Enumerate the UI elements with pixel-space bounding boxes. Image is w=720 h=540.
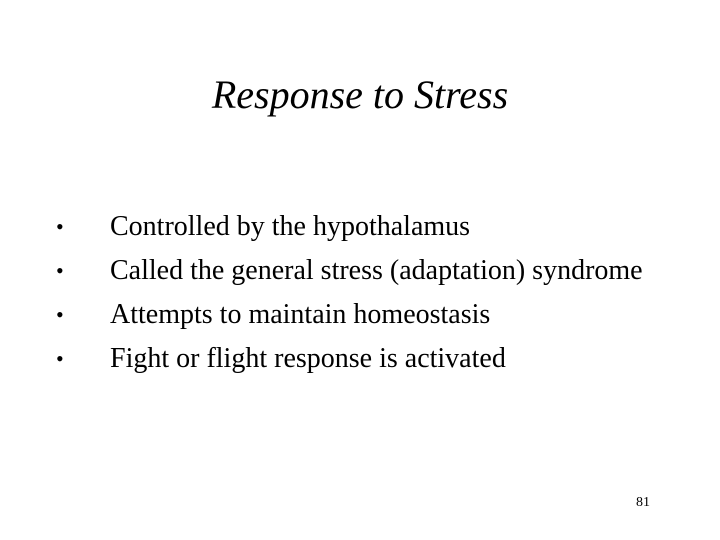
bullet-item-syndrome [56,252,676,290]
bullet-icon: • [56,302,64,327]
page-number: 81 [636,495,650,510]
bullet-icon: • [56,346,64,371]
bullet-item-fight-or-flight [56,340,676,378]
bullet-text: Called the general stress (adaptation) syndrome [110,255,643,286]
bullet-list [56,208,676,384]
bullet-text: Controlled by the hypothalamus [110,211,471,242]
slide-title: Response to Stress [211,72,509,117]
bullet-text: Fight or flight response is activated [110,343,506,374]
bullet-item-homeostasis [56,296,676,334]
bullet-text: Attempts to maintain homeostasis [110,299,491,330]
bullet-icon: • [56,258,64,283]
bullet-icon: • [56,214,64,239]
bullet-item-hypothalamus [56,208,676,246]
